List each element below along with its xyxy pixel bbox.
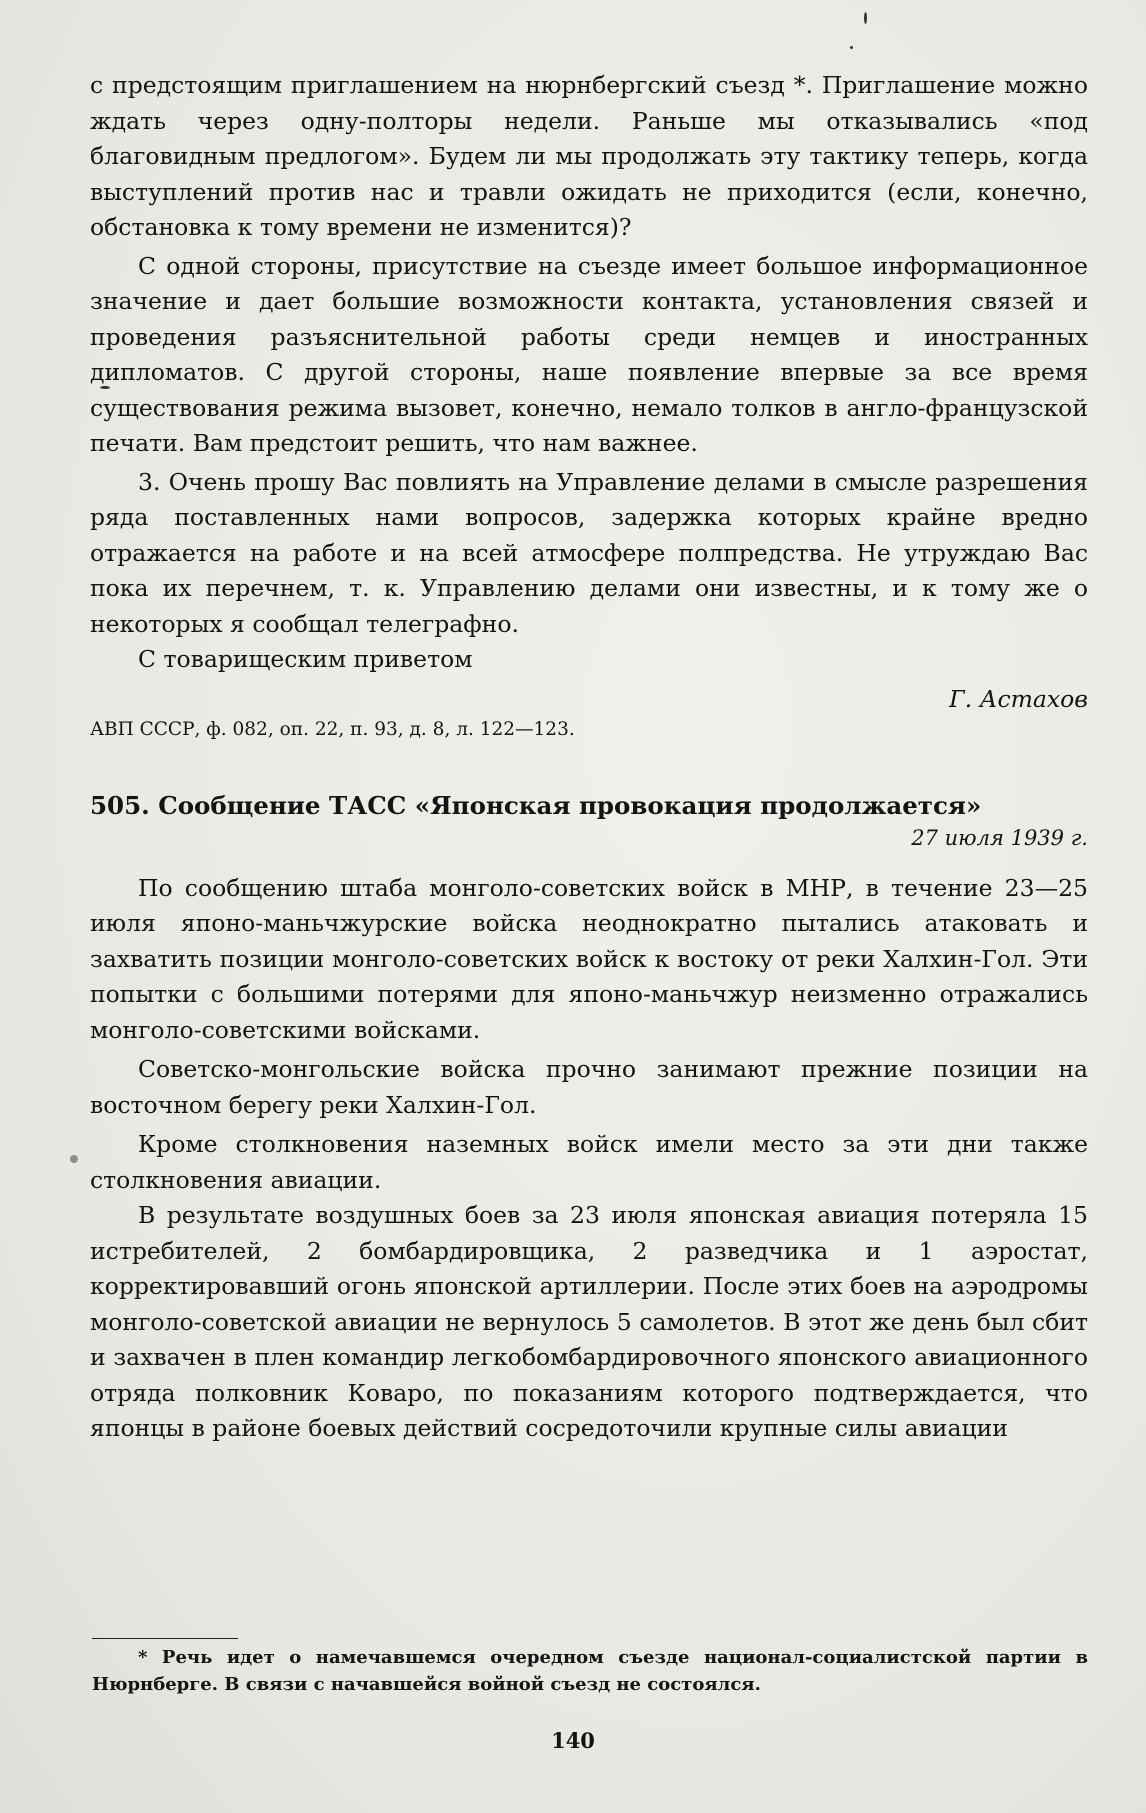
tass-paragraph-4: В результате воздушных боев за 23 июля японская авиация потеряла 15 истребителей, 2 бомбардировщика, 2 разведчика и 1 аэростат, корректировавший огонь японской артиллерии. После этих боев на аэродромы монголо-советской авиации не вернулось 5 самолетов. В этот же день был сбит и захвачен в плен командир легкобомбардировочного японского авиационного отряда полковник Коваро, по показаниям которого подтверждается, что японцы в районе боевых действий сосредоточили крупные силы авиации (90, 1201, 1088, 1442)
letter-closing: С товарищеским приветом (138, 645, 473, 673)
footnote: * Речь идет о намечавшемся очередном съезде национал-социалистской партии в Нюрнберге. В связи с начавшейся войной съезд не состоялся. (92, 1647, 1088, 1695)
footnote-divider (92, 1638, 238, 1639)
archive-reference: АВП СССР, ф. 082, оп. 22, п. 93, д. 8, л. 122—123. (90, 718, 575, 740)
tass-paragraph-3: Кроме столкновения наземных войск имели место за эти дни также столкновения авиации. (90, 1130, 1088, 1194)
document-heading: 505. Сообщение ТАСС «Японская провокация продолжается» (90, 790, 982, 820)
print-speck (850, 46, 853, 49)
letter-continuation (90, 68, 1088, 1447)
tass-paragraph-1: По сообщению штаба монголо-советских войск в МНР, в течение 23—25 июля японо-маньчжурские войска неоднократно пытались атаковать и захватить позиции монголо-советских войск к востоку от реки Халхин-Гол. Эти попытки с большими потерями для японо-маньчжур неизменно отражались монголо-советскими войсками. (90, 873, 1088, 1044)
print-speck (864, 12, 867, 24)
tass-paragraph-2: Советско-монгольские войска прочно занимают прежние позиции на восточном берегу реки Халхин-Гол. (90, 1055, 1088, 1119)
signature: Г. Астахов (949, 684, 1088, 713)
letter-paragraph-1: с предстоящим приглашением на нюрнбергский съезд *. Приглашение можно ждать через одну-полторы недели. Раньше мы отказывались «под благовидным предлогом». Будем ли мы продолжать эту тактику теперь, когда выступлений против нас и травли ожидать не приходится (если, конечно, обстановка к тому времени не изменится)? (90, 71, 1088, 241)
letter-paragraph-3: 3. Очень прошу Вас повлиять на Управление делами в смысле разрешения ряда поставленных нами вопросов, задержка которых крайне вредно отражается на работе и на всей атмосфере полпредства. Не утруждаю Вас пока их перечнем, т. к. Управлению делами они известны, и к тому же о некоторых я сообщал телеграфно. (90, 467, 1088, 638)
page-number: 140 (551, 1728, 595, 1753)
letter-paragraph-2: С одной стороны, присутствие на съезде имеет большое информационное значение и дает большие возможности контакта, установления связей и проведения разъяснительной работы среди немцев и иностранных дипломатов. С другой стороны, наше появление впервые за все время существования режима вызовет, конечно, немало толков в англо-французской печати. Вам предстоит решить, что нам важнее. (90, 251, 1088, 457)
document-date: 27 июля 1939 г. (911, 825, 1088, 850)
print-speck (70, 1155, 78, 1163)
